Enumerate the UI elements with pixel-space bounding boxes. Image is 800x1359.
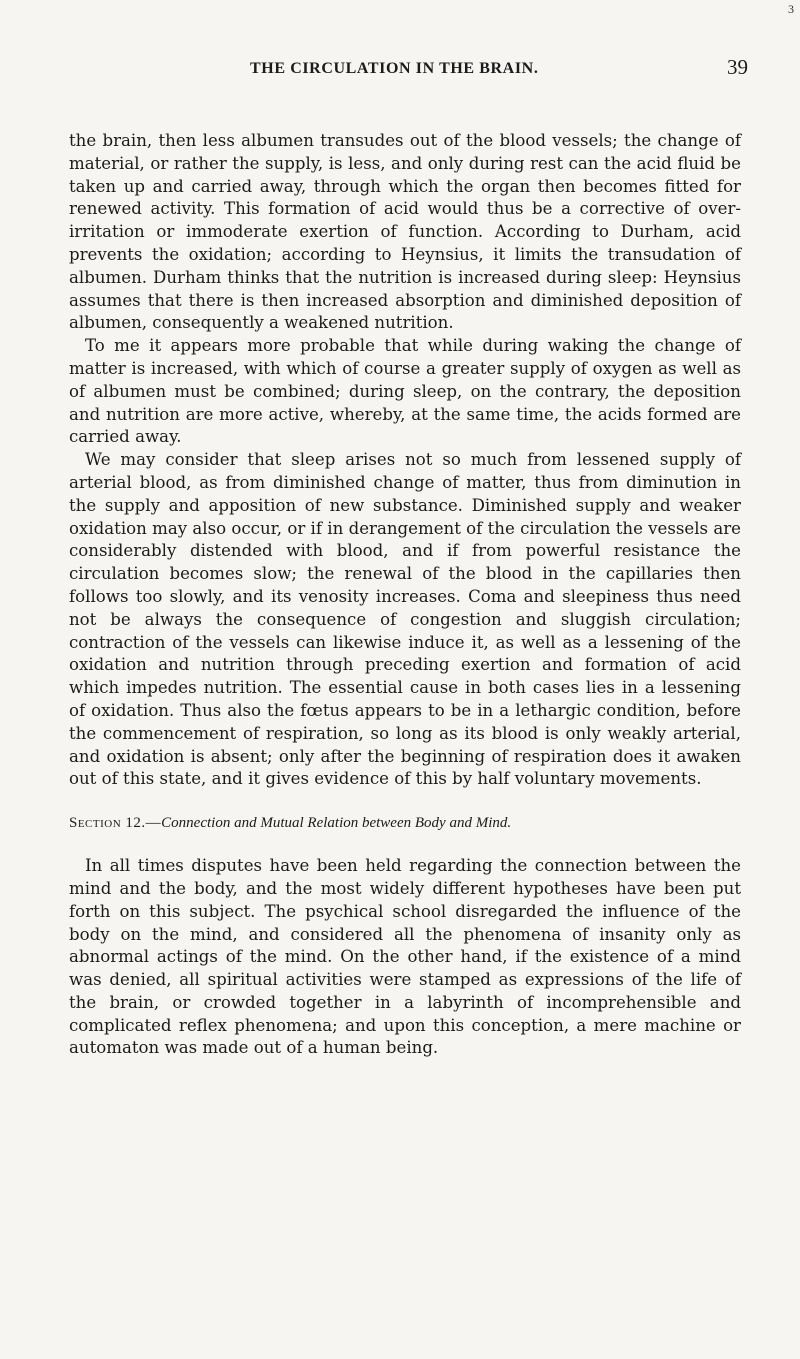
page-number: 39 xyxy=(727,55,748,79)
section-title: Connection and Mutual Relation between Body and Mind. xyxy=(161,815,512,832)
corner-mark: 3 xyxy=(788,2,794,16)
paragraph: In all times disputes have been held regarding the connection between the mind and the body, and the most widely different hypotheses have been put forth on this subject. The psychical school disregarded the influence of the body on the mind, and considered all the phenomena of insanity only as abnormal actings of the mind. On the other hand, if the existence of a mind was denied, all spiritual activities were stamped as expressions of the life of the brain, or crowded together in a labyrinth of incomprehensible and complicated reflex phenomena; and upon this conception, a mere machine or automaton was made out of a human being. xyxy=(69,856,741,1058)
paragraph: To me it appears more probable that while during waking the change of matter is increased, with which of course a greater supply of oxygen as well as of albumen must be combined; during sleep, on the contrary, the deposition and nutrition are more active, whereby, at the same time, the acids formed are carried away. xyxy=(69,336,741,447)
section-heading xyxy=(69,813,741,833)
page-header xyxy=(70,50,760,90)
body-text xyxy=(69,130,741,1060)
section-label: Section 12.— xyxy=(69,815,162,832)
paragraph: We may consider that sleep arises not so much from lessened supply of arterial blood, as from diminished change of matter, thus from diminution in the supply and apposition of new substance. Diminished supply and weaker oxidation may also occur, or if in derangement of the circulation the vessels are considerably distended with blood, and if from powerful resistance the circulation becomes slow; the renewal of the blood in the capillaries then follows too slowly, and its venosity increases. Coma and sleepiness thus need not be always the consequence of congestion and sluggish circulation; contraction of the vessels can likewise induce it, as well as a lessening of the oxidation and nutrition through preceding exertion and formation of acid which impedes nutrition. The essential cause in both cases lies in a lessening of oxidation. Thus also the fœtus appears to be in a lethargic condition, before the commencement of respiration, so long as its blood is only weakly arterial, and oxidation is absent; only after the beginning of respiration does it awaken out of this state, and it gives evidence of this by half voluntary movements. xyxy=(69,450,741,789)
paragraph: the brain, then less albumen transudes out of the blood vessels; the change of material, or rather the supply, is less, and only during rest can the acid fluid be taken up and carried away, through which the organ then becomes fitted for renewed activity. This formation of acid would thus be a corrective of over-irritation or immoderate exertion of function. According to Durham, acid prevents the oxidation; according to Heynsius, it limits the transudation of albumen. Durham thinks that the nutrition is increased during sleep: Heynsius assumes that there is then increased absorption and diminished deposition of albumen, consequently a weakened nutrition. xyxy=(69,131,741,333)
running-head: THE CIRCULATION IN THE BRAIN. xyxy=(250,60,539,77)
